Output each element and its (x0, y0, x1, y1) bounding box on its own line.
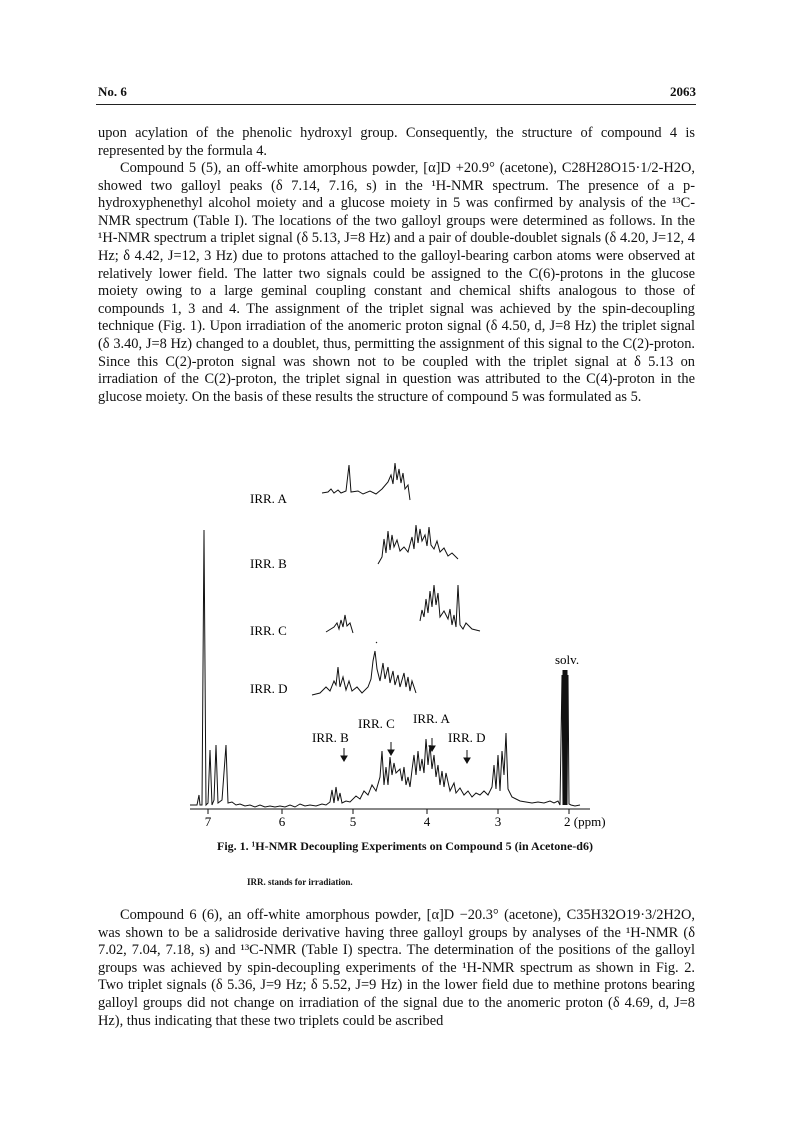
label-irr-c: IRR. C (250, 623, 287, 638)
marker-irr-c: IRR. C (358, 716, 395, 731)
x-axis-ticks (208, 809, 569, 814)
label-irr-d: IRR. D (250, 681, 288, 696)
tick-label-4: 4 (423, 814, 431, 829)
header-rule (96, 104, 696, 105)
paragraph-3-text: Compound 6 (6), an off-white amorphous powder, [α]D −20.3° (acetone), C35H32O19·3/2H2O, was shown to be a salidroside derivative having three galloyl groups by analyses of the ¹H-NMR (δ 7.02, 7.04, 7.18, s) and ¹³C-NMR (Table I) spectra. The determination of the positions of the galloyl groups was achieved by spin-decoupling experiments of the ¹H-NMR spectrum as shown in Fig. 2. Two triplet signals (δ 5.36, J=9 Hz; δ 5.52, J=9 Hz) in the lower field due to methine protons bearing galloyl groups did not change on irradiation of the signal due to the anomeric proton (δ 4.69, d, J=8 Hz), thus indicating that these two triplets could be ascribed (98, 907, 695, 1029)
tick-label-6: 6 (278, 814, 286, 829)
marker-irr-a: IRR. A (413, 711, 450, 726)
tick-label-2-ppm: 2 (ppm) (564, 814, 606, 829)
label-irr-a: IRR. A (250, 491, 287, 506)
figure-caption: Fig. 1. ¹H-NMR Decoupling Experiments on Compound 5 (in Acetone-d6) (217, 839, 593, 853)
paragraph-1: upon acylation of the phenolic hydroxyl group. Consequently, the structure of compound 4 is represented by the formula 4. (98, 125, 695, 159)
tick-label-3: 3 (494, 814, 502, 829)
label-solvent: solv. (555, 652, 580, 667)
paragraph-2 (98, 160, 695, 406)
issue-number: No. 6 (98, 84, 127, 99)
marker-irr-d: IRR. D (448, 730, 486, 745)
trace-irr-d (312, 651, 416, 695)
label-irr-b: IRR. B (250, 556, 287, 571)
page-number: 2063 (670, 84, 696, 99)
marker-irr-b: IRR. B (312, 730, 349, 745)
paragraph-2-text: Compound 5 (5), an off-white amorphous powder, [α]D +20.9° (acetone), C28H28O15·1/2-H2O, showed two galloyl peaks (δ 7.14, 7.16, s) in the ¹H-NMR spectrum. The presence of a p-hydroxyphenethyl alcohol moiety and a glucose moiety in 5 was confirmed by analysis of the ¹³C-NMR spectrum (Table I). The locations of the two galloyl groups were determined as follows. In the ¹H-NMR spectrum a triplet signal (δ 5.13, J=8 Hz) and a pair of double-doublet signals (δ 4.20, J=12, 4 Hz; δ 4.42, J=12, 3 Hz) due to protons attached to the galloyl-bearing carbon atoms were observed at relatively lower field. The latter two signals could be assigned to the C(6)-protons in the glucose moiety owing to a large geminal coupling constant and chemical shifts analogous to those of compounds 1, 3 and 4. The assignment of the triplet signal was achieved by the spin-decoupling technique (Fig. 1). Upon irradiation of the anomeric proton signal (δ 4.50, d, J=8 Hz) the triplet signal (δ 3.40, J=8 Hz) changed to a doublet, thus, permitting the assignment of this signal to the C(2)-proton. Since this C(2)-proton signal was shown not to be coupled with the triplet signal at δ 5.13 on irradiation of the C(2)-proton, the triplet signal in question was attributed to the C(4)-proton in the glucose moiety. On the basis of these results the structure of compound 5 was formulated as 5. (98, 160, 695, 405)
paragraph-3 (98, 907, 695, 1030)
nmr-decoupling-figure (150, 455, 670, 835)
trace-irr-c (326, 585, 480, 643)
trace-full-spectrum (190, 530, 580, 807)
tick-label-5: 5 (349, 814, 357, 829)
figure-note: IRR. stands for irradiation. (247, 877, 353, 887)
trace-irr-b (378, 525, 458, 564)
tick-label-7: 7 (204, 814, 212, 829)
trace-irr-a (322, 463, 410, 500)
